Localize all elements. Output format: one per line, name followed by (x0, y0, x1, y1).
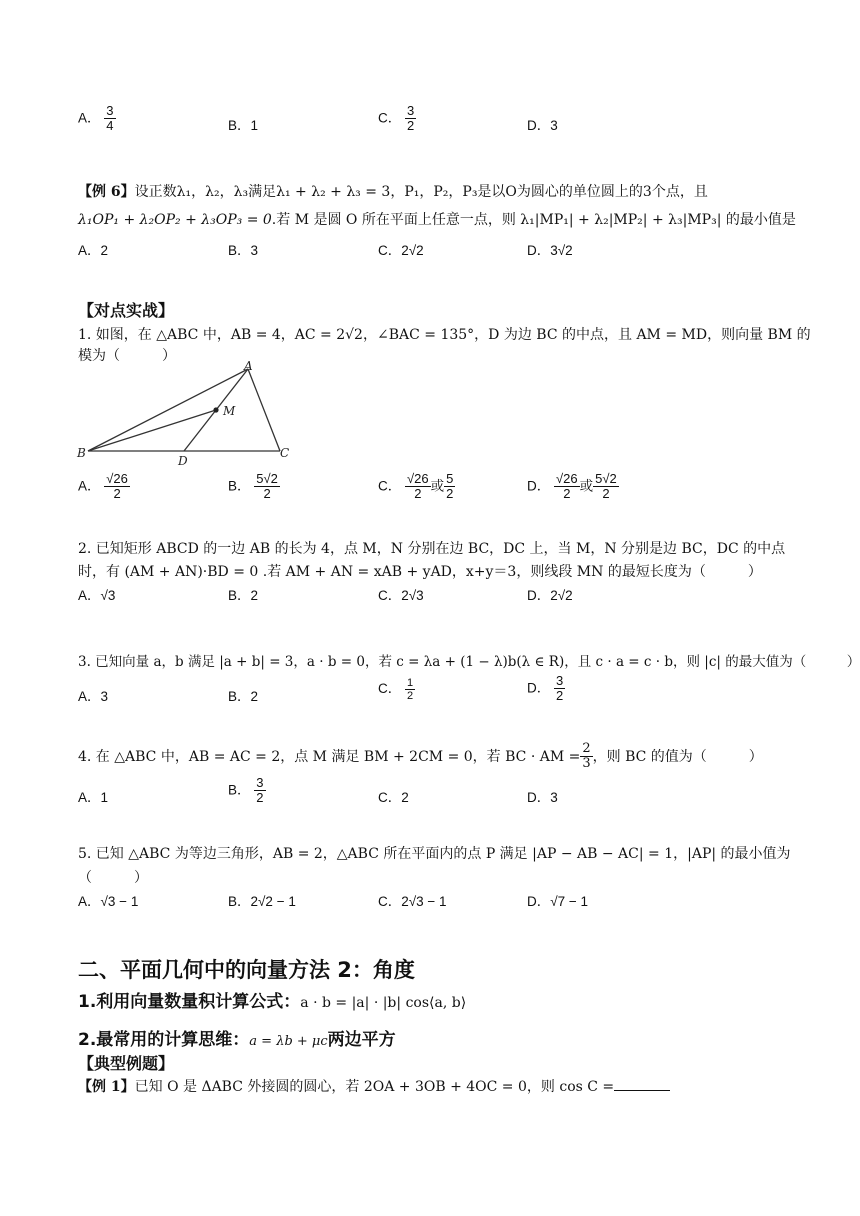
problem-1-line2: 模为（ ） (78, 348, 176, 364)
section-2-item-1: 1.利用向量数量积计算公式：a · b = |a| · |b| cos⟨a, b⟩ (78, 992, 467, 1012)
practice-header: 【对点实战】 (78, 301, 175, 320)
section-2-title: 二、平面几何中的向量方法 2：角度 (78, 958, 415, 982)
problem-1-option-d: D． $\frac{√26}{2}$ 或 $\frac{5√2}{2}$ (527, 471, 617, 502)
problem-4-option-c: C．2 (378, 790, 409, 805)
problem-1-option-c: C． $\frac{√26}{2}$ 或 $\frac{5}{2}$ (378, 471, 454, 502)
problem-2-option-c: C．2√3 (378, 588, 424, 603)
prev-option-a: A． $\frac{3}{4}$ (78, 103, 114, 134)
prev-option-d: D．3 (527, 118, 558, 133)
example-6-line1: 【例 6】设正数λ₁，λ₂，λ₃满足λ₁ + λ₂ + λ₃ = 3，P₁，P₂，P₃是以O为圆心的单位圆上的3个点，且 (78, 184, 708, 200)
section-2-item-2: 2.最常用的计算思维：a = λb + μc两边平方 (78, 1030, 396, 1050)
label-m: M (223, 404, 236, 418)
problem-4-option-a: A．1 (78, 790, 109, 805)
triangle-figure (74, 360, 304, 470)
segment-bm (88, 410, 216, 451)
prev-option-b: B．1 (228, 118, 259, 133)
problem-3-option-a: A．3 (78, 689, 109, 704)
example-6-label: 【例 6】 (78, 184, 135, 200)
problem-5-option-a: A．√3 − 1 (78, 894, 139, 909)
label-c: C (280, 446, 290, 460)
problem-3-option-b: B．2 (228, 689, 259, 704)
label-b: B (77, 446, 86, 460)
problem-2-line2: 时，有 (AM + AN)·BD = 0 .若 AM + AN = xAB + yAD，x+y＝3，则线段 MN 的最短长度为（ ） (78, 564, 762, 580)
problem-3-option-d: D． $\frac{3}{2}$ (527, 673, 564, 704)
section-2-example-1: 【例 1】已知 O 是 ΔABC 外接圆的圆心，若 2OA + 3OB + 4OC = 0，则 cos C = (78, 1076, 670, 1096)
problem-4-option-b: B． $\frac{3}{2}$ (228, 775, 264, 806)
segment-ac (248, 369, 280, 451)
example-6-option-b: B．3 (228, 243, 259, 258)
example-6-option-a: A．2 (78, 243, 109, 258)
problem-2-option-b: B．2 (228, 588, 259, 603)
problem-4-option-d: D．3 (527, 790, 558, 805)
problem-5-option-d: D．√7 − 1 (527, 894, 589, 909)
problem-2-option-d: D．2√2 (527, 588, 573, 603)
problem-3-line1: 3. 已知向量 a，b 满足 |a + b| = 3，a · b = 0，若 c = λa + (1 − λ)b(λ ∈ R)，且 c · a = c · b，则 |c| 的最大值为（ ） (78, 654, 860, 670)
problem-3-option-c: C． $\frac{1}{2}$ (378, 677, 414, 703)
prev-option-c: C． $\frac{3}{2}$ (378, 103, 415, 134)
problem-4-line1: 4. 在 △ABC 中，AB = AC = 2，点 M 满足 BM + 2CM = 0，若 BC · AM = $\frac{2}{3}$ ，则 BC 的值为（ ） (78, 741, 763, 772)
problem-5-line1: 5. 已知 △ABC 为等边三角形，AB = 2，△ABC 所在平面内的点 P 满足 |AP − AB − AC| = 1，|AP| 的最小值为 (78, 846, 791, 862)
example-6-line2: λ₁OP₁ + λ₂OP₂ + λ₃OP₃ = 0.若 M 是圆 O 所在平面上任意一点，则 λ₁|MP₁| + λ₂|MP₂| + λ₃|MP₃| 的最小值是 (78, 212, 796, 228)
problem-5-option-c: C．2√3 − 1 (378, 894, 447, 909)
label-a: A (244, 360, 253, 373)
example-6-option-c: C．2√2 (378, 243, 424, 258)
problem-1-option-b: B． $\frac{5√2}{2}$ (228, 471, 278, 502)
problem-1-option-a: A． $\frac{√26}{2}$ (78, 471, 128, 502)
label-d: D (178, 454, 188, 468)
problem-1-line1: 1. 如图，在 △ABC 中，AB = 4，AC = 2√2，∠BAC = 135°，D 为边 BC 的中点，且 AM = MD，则向量 BM 的 (78, 327, 811, 343)
problem-5-option-b: B．2√2 − 1 (228, 894, 296, 909)
problem-2-option-a: A．√3 (78, 588, 116, 603)
typical-examples-header: 【典型例题】 (78, 1054, 175, 1073)
problem-5-line2: （ ） (78, 870, 148, 886)
example-6-option-d: D．3√2 (527, 243, 573, 258)
answer-blank[interactable] (614, 1078, 670, 1091)
point-m (213, 407, 218, 412)
problem-2-line1: 2. 已知矩形 ABCD 的一边 AB 的长为 4，点 M，N 分别在边 BC，DC 上，当 M，N 分别是边 BC，DC 的中点 (78, 541, 786, 557)
